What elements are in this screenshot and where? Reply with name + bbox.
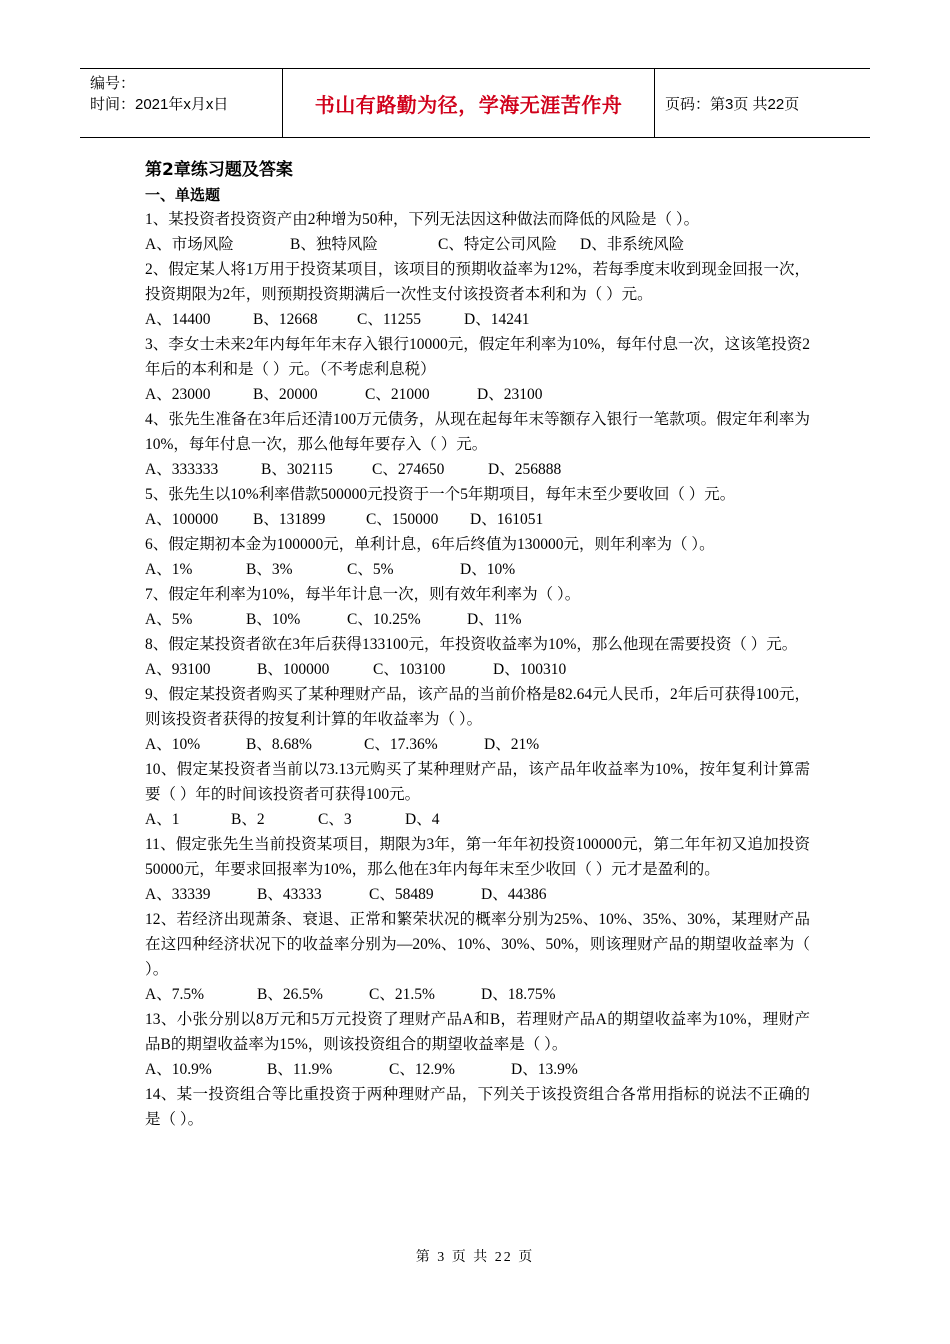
question-text: 2、假定某人将1万用于投资某项目，该项目的预期收益率为12%，若每季度末收到现金回报一次，投资期限为2年，则预期投资期满后一次性支付该投资者本利和为（ ）元。: [145, 261, 810, 303]
header-motto: 书山有路勤为径，学海无涯苦作舟: [283, 69, 655, 137]
question-item: [145, 582, 810, 632]
option-b: B、12668: [253, 311, 318, 328]
question-item: [145, 257, 810, 332]
option-row: [145, 507, 810, 532]
option-b: B、20000: [253, 386, 318, 403]
question-text: 14、某一投资组合等比重投资于两种理财产品，下列关于该投资组合各常用指标的说法不正确的是（ ）。: [145, 1086, 810, 1128]
option-b: B、2: [231, 811, 265, 828]
option-d: D、18.75%: [481, 986, 556, 1003]
question-item: [145, 682, 810, 757]
question-text: 10、假定某投资者当前以73.13元购买了某种理财产品，该产品年收益率为10%，按年复利计算需要（ ）年的时间该投资者可获得100元。: [145, 761, 810, 803]
question-item: [145, 757, 810, 832]
option-b: B、8.68%: [246, 736, 312, 753]
option-row: [145, 557, 810, 582]
option-row: [145, 607, 810, 632]
option-a: A、100000: [145, 511, 219, 528]
option-d: D、44386: [481, 886, 547, 903]
question-text: 13、小张分别以8万元和5万元投资了理财产品A和B，若理财产品A的期望收益率为10%，理财产品B的期望收益率为15%，则该投资组合的期望收益率是（ ）。: [145, 1011, 810, 1053]
option-d: D、4: [405, 811, 440, 828]
question-text: 7、假定年利率为10%，每半年计息一次，则有效年利率为（ ）。: [145, 586, 581, 603]
option-row: [145, 807, 810, 832]
document-body: [145, 157, 810, 1132]
question-item: [145, 632, 810, 682]
header-page-info: 页码：第3页 共22页: [665, 95, 800, 113]
option-a: A、1%: [145, 561, 193, 578]
option-c: C、150000: [366, 511, 439, 528]
question-item: [145, 1082, 810, 1132]
option-a: A、33339: [145, 886, 211, 903]
option-row: [145, 1057, 810, 1082]
option-c: C、103100: [373, 661, 446, 678]
date-label: 时间：2021年x月x日: [90, 96, 229, 113]
option-d: D、非系统风险: [580, 236, 685, 253]
option-a: A、5%: [145, 611, 193, 628]
question-text: 1、某投资者投资资产由2种增为50种，下列无法因这种做法而降低的风险是（ ）。: [145, 211, 700, 228]
question-text: 4、张先生准备在3年后还清100万元债务，从现在起每年末等额存入银行一笔款项。假定年利率为10%，每年付息一次，那么他每年要存入（ ）元。: [145, 411, 810, 453]
question-item: [145, 207, 810, 257]
question-item: [145, 482, 810, 532]
option-a: A、93100: [145, 661, 211, 678]
option-d: D、23100: [477, 386, 543, 403]
option-c: C、5%: [347, 561, 394, 578]
option-a: A、市场风险: [145, 236, 234, 253]
option-b: B、10%: [246, 611, 301, 628]
option-b: B、3%: [246, 561, 293, 578]
option-c: C、11255: [357, 311, 422, 328]
option-d: D、21%: [484, 736, 540, 753]
option-c: C、21.5%: [369, 986, 435, 1003]
option-c: C、21000: [365, 386, 430, 403]
option-c: C、17.36%: [364, 736, 438, 753]
option-row: [145, 982, 810, 1007]
question-text: 5、张先生以10%利率借款500000元投资于一个5年期项目，每年末至少要收回（ ）元。: [145, 486, 736, 503]
question-text: 6、假定期初本金为100000元，单利计息，6年后终值为130000元，则年利率为（ ）。: [145, 536, 715, 553]
option-a: A、14400: [145, 311, 211, 328]
question-text: 12、若经济出现萧条、衰退、正常和繁荣状况的概率分别为25%、10%、35%、30%，某理财产品在这四种经济状况下的收益率分别为—20%、10%、30%、50%，则该理财产品的期望收益率为（ ）。: [145, 911, 810, 978]
question-list: [145, 207, 810, 1132]
option-b: B、302115: [261, 461, 333, 478]
question-item: [145, 907, 810, 1007]
header-meta: [80, 69, 283, 137]
option-d: D、100310: [493, 661, 567, 678]
section-heading: 一、单选题: [145, 186, 221, 204]
option-row: [145, 882, 810, 907]
question-item: [145, 407, 810, 482]
option-b: B、100000: [257, 661, 330, 678]
option-b: B、131899: [253, 511, 326, 528]
option-b: B、43333: [257, 886, 322, 903]
option-row: [145, 457, 810, 482]
question-text: 3、李女士未来2年内每年年末存入银行10000元，假定年利率为10%，每年付息一次，这该笔投资2年后的本利和是（ ）元。（不考虑利息税）: [145, 336, 810, 378]
question-text: 9、假定某投资者购买了某种理财产品，该产品的当前价格是82.64元人民币，2年后可获得100元，则该投资者获得的按复利计算的年收益率为（ ）。: [145, 686, 810, 728]
option-d: D、256888: [488, 461, 562, 478]
option-a: A、10.9%: [145, 1061, 212, 1078]
number-label: 编号：: [90, 75, 136, 92]
question-text: 11、假定张先生当前投资某项目，期限为3年，第一年年初投资100000元，第二年年初又追加投资50000元，年要求回报率为10%，那么他在3年内每年末至少收回（ ）元才是盈利的。: [145, 836, 810, 878]
question-item: [145, 832, 810, 907]
option-row: [145, 232, 810, 257]
option-a: A、333333: [145, 461, 219, 478]
option-b: B、11.9%: [267, 1061, 333, 1078]
option-c: C、58489: [369, 886, 434, 903]
question-item: [145, 1007, 810, 1082]
option-c: C、12.9%: [389, 1061, 455, 1078]
option-d: D、14241: [464, 311, 530, 328]
option-a: A、7.5%: [145, 986, 204, 1003]
option-row: [145, 307, 810, 332]
option-b: B、独特风险: [290, 236, 378, 253]
question-item: [145, 532, 810, 582]
page-header: [80, 68, 870, 138]
page-footer: 第 3 页 共 22 页: [415, 1250, 535, 1265]
option-c: C、10.25%: [347, 611, 421, 628]
option-a: A、23000: [145, 386, 211, 403]
option-d: D、11%: [467, 611, 522, 628]
question-item: [145, 332, 810, 407]
option-d: D、161051: [470, 511, 544, 528]
option-row: [145, 382, 810, 407]
option-row: [145, 657, 810, 682]
question-text: 8、假定某投资者欲在3年后获得133100元，年投资收益率为10%，那么他现在需要投资（ ）元。: [145, 636, 798, 653]
option-a: A、10%: [145, 736, 201, 753]
option-c: C、特定公司风险: [438, 236, 557, 253]
option-d: D、10%: [460, 561, 516, 578]
chapter-title: 第2章练习题及答案: [145, 160, 293, 180]
option-a: A、1: [145, 811, 180, 828]
option-row: [145, 732, 810, 757]
option-d: D、13.9%: [511, 1061, 578, 1078]
option-c: C、274650: [372, 461, 445, 478]
option-b: B、26.5%: [257, 986, 323, 1003]
option-c: C、3: [318, 811, 352, 828]
